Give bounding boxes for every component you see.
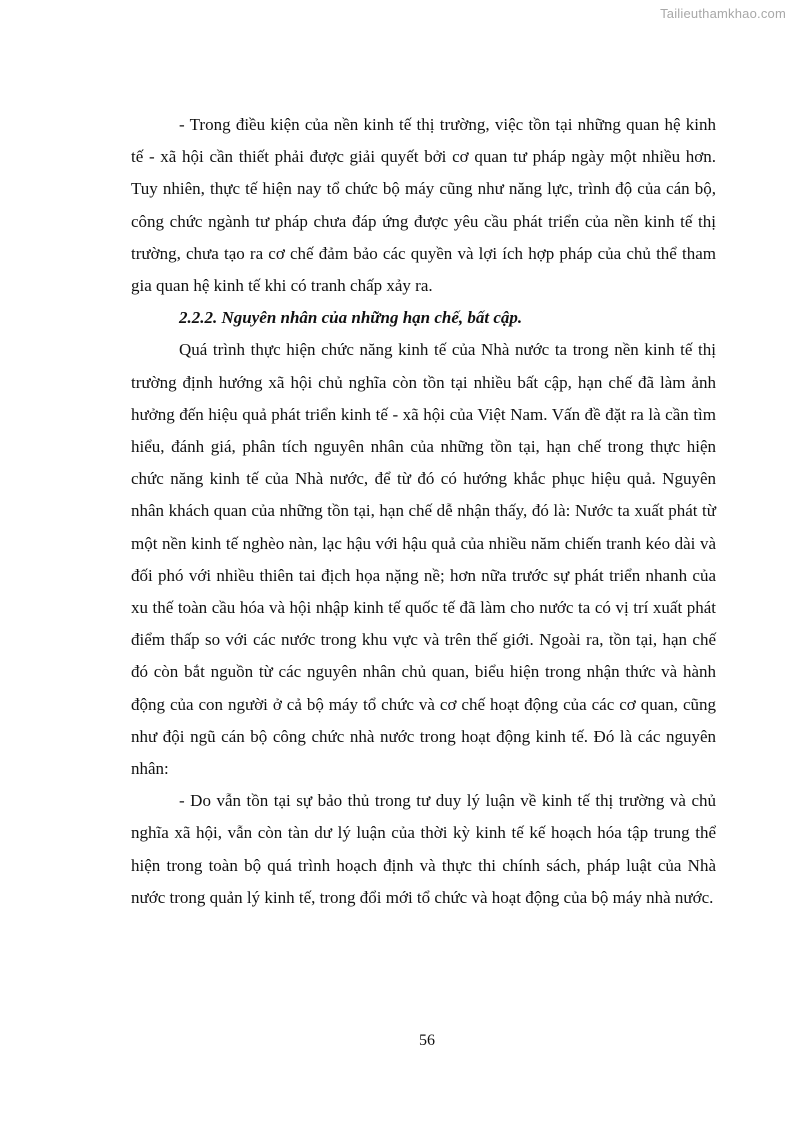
paragraph-causes-overview: Quá trình thực hiện chức năng kinh tế của Nhà nước ta trong nền kinh tế thị trường định hướng xã hội chủ nghĩa còn tồn tại nhiều bất cập, hạn chế đã làm ảnh hưởng đến hiệu quả phát triển kinh tế - xã hội của Việt Nam. Vấn đề đặt ra là cần tìm hiểu, đánh giá, phân tích nguyên nhân của những tồn tại, hạn chế trong thực hiện chức năng kinh tế của Nhà nước, để từ đó có hướng khắc phục hiệu quả. Nguyên nhân khách quan của những tồn tại, hạn chế dễ nhận thấy, đó là: Nước ta xuất phát từ một nền kinh tế nghèo nàn, lạc hậu với hậu quả của nhiều năm chiến tranh kéo dài và đối phó với nhiều thiên tai địch họa nặng nề; hơn nữa trước sự phát triển nhanh của xu thế toàn cầu hóa và hội nhập kinh tế quốc tế đã làm cho nước ta có vị trí xuất phát điểm thấp so với các nước trong khu vực và trên thế giới. Ngoài ra, tồn tại, hạn chế đó còn bắt nguồn từ các nguyên nhân chủ quan, biểu hiện trong nhận thức và hành động của con người ở cả bộ máy tổ chức và cơ chế hoạt động của các cơ quan, cũng như đội ngũ cán bộ công chức nhà nước trong hoạt động kinh tế. Đó là các nguyên nhân: — [131, 340, 716, 779]
paragraph-conservative-thinking: - Do vẫn tồn tại sự bảo thủ trong tư duy lý luận về kinh tế thị trường và chủ nghĩa xã hội, vẫn còn tàn dư lý luận của thời kỳ kinh tế kế hoạch hóa tập trung thể hiện trong toàn bộ quá trình hoạch định và thực thi chính sách, pháp luật của Nhà nước trong quản lý kinh tế, trong đổi mới tổ chức và hoạt động của bộ máy nhà nước. — [131, 791, 716, 907]
section-heading: 2.2.2. Nguyên nhân của những hạn chế, bất cập. — [179, 308, 523, 328]
page-number: 56 — [419, 1032, 435, 1049]
watermark: Tailieuthamkhao.com — [660, 6, 786, 21]
paragraph-judicial-conditions: - Trong điều kiện của nền kinh tế thị trường, việc tồn tại những quan hệ kinh tế - xã hội cần thiết phải được giải quyết bởi cơ quan tư pháp ngày một nhiều hơn. Tuy nhiên, thực tế hiện nay tổ chức bộ máy cũng như năng lực, trình độ của cán bộ, công chức ngành tư pháp chưa đáp ứng được yêu cầu phát triển của nền kinh tế thị trường, chưa tạo ra cơ chế đảm bảo các quyền và lợi ích hợp pháp của chủ thể tham gia quan hệ kinh tế khi có tranh chấp xảy ra. — [131, 115, 716, 296]
page-body — [131, 109, 716, 914]
